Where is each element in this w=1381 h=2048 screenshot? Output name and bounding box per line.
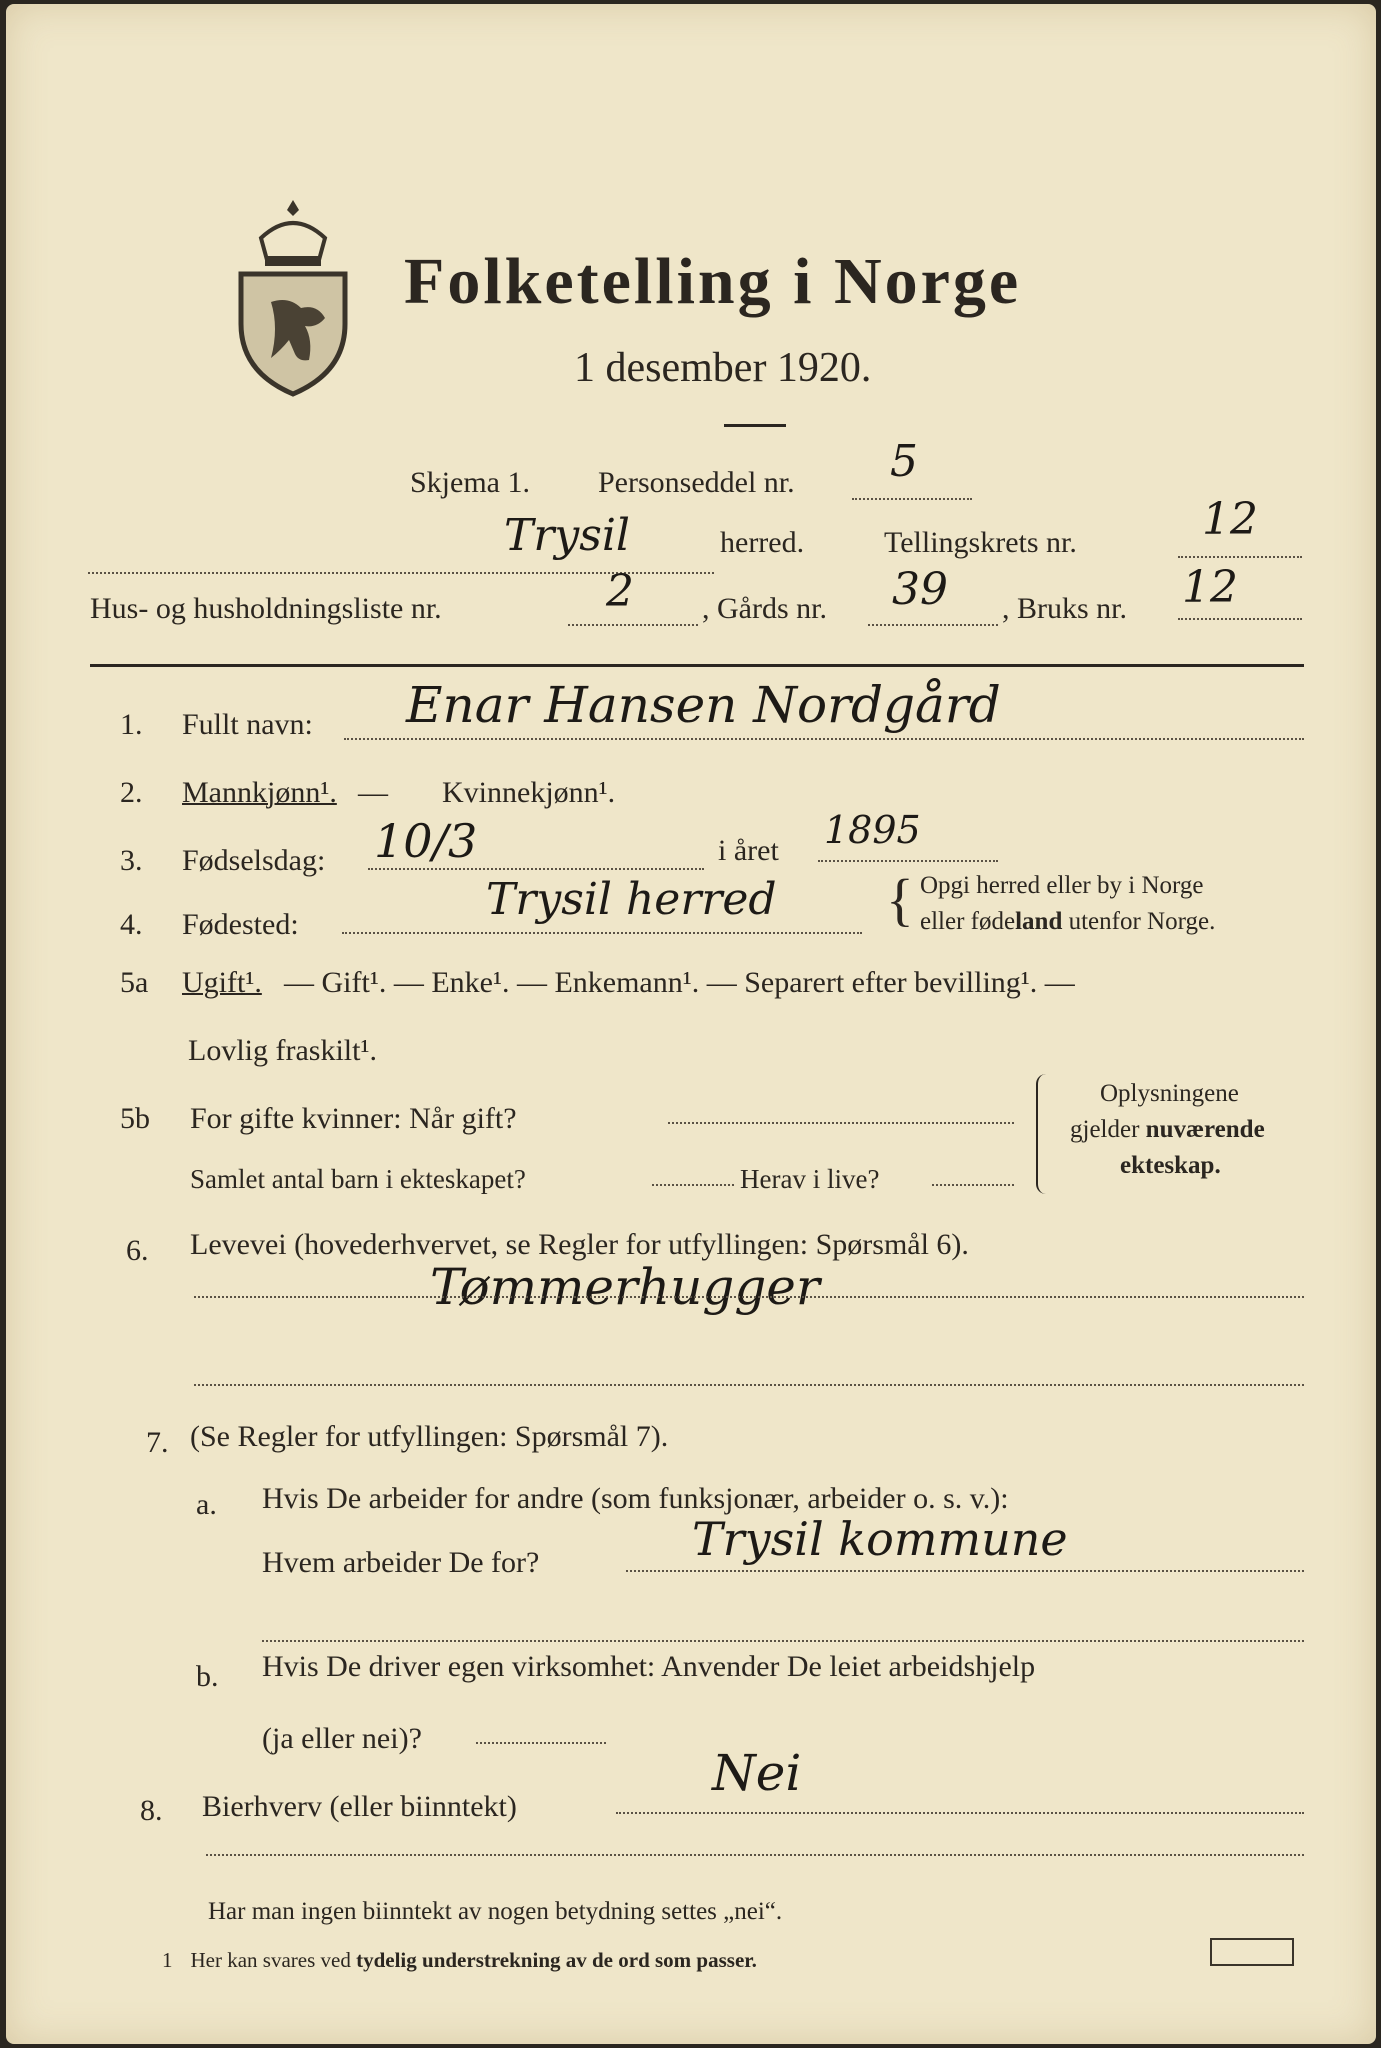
bruks-value[interactable]: 12 (1182, 562, 1238, 613)
q3-number: 3. (120, 844, 143, 877)
husholdningsliste-value[interactable]: 2 (606, 566, 634, 617)
q8-label: Bierhverv (eller biinntekt) (202, 1790, 517, 1823)
q7b-question: (ja eller nei)? (262, 1722, 422, 1755)
civil-status-options[interactable]: — Gift¹. — Enke¹. — Enkemann¹. — Separert efter bevilling¹. — (284, 966, 1075, 999)
q5b-note-part1: gjelder (1070, 1116, 1146, 1143)
q1-label: Fullt navn: (182, 708, 313, 741)
q4-note-part1: eller føde (920, 908, 1016, 935)
bierhverv-value[interactable]: Nei (712, 1744, 802, 1802)
q5b-number: 5b (120, 1102, 150, 1135)
ugift-option[interactable]: Ugift¹. (182, 966, 262, 999)
skjema-label: Skjema 1. (410, 466, 530, 499)
q7b-letter: b. (196, 1660, 219, 1693)
employer-value[interactable]: Trysil kommune (692, 1512, 1068, 1566)
form-title: Folketelling i Norge (404, 245, 1022, 318)
census-form-sheet (6, 4, 1376, 2044)
gards-label: , Gårds nr. (702, 592, 827, 625)
year-label: i året (718, 834, 779, 867)
barn-label: Samlet antal barn i ekteskapet? (190, 1164, 526, 1194)
bruks-label: , Bruks nr. (1002, 592, 1128, 625)
q8-number: 8. (140, 1794, 163, 1827)
q6-number: 6. (126, 1234, 149, 1267)
footnote-emphasis: tydelig understrekning av de ord som passer. (356, 1948, 757, 1972)
q7b-text: Hvis De driver egen virksomhet: Anvender De leiet arbeidshjelp (262, 1650, 1036, 1683)
biinntekt-note: Har man ingen biinntekt av nogen betydning settes „nei“. (208, 1898, 783, 1925)
census-date: 1 desember 1920. (574, 345, 872, 391)
birthplace-value[interactable]: Trysil herred (486, 874, 777, 925)
footnote (162, 1948, 757, 1973)
q3-label: Fødselsdag: (182, 844, 326, 877)
footnote-number: 1 (162, 1948, 173, 1972)
q5b-note-part2: nuværende (1145, 1116, 1265, 1143)
footnote-text: Her kan svares ved (190, 1948, 357, 1972)
personseddel-value[interactable]: 5 (890, 436, 918, 487)
gards-value[interactable]: 39 (892, 564, 948, 615)
herred-value[interactable]: Trysil (504, 510, 630, 561)
q4-brace: { (886, 867, 914, 932)
header-rule (90, 664, 1304, 667)
q5b-note-line1: Oplysningene (1100, 1080, 1239, 1107)
occupation-value[interactable]: Tømmerhugger (430, 1258, 820, 1316)
q5b-note-line3: ekteskap. (1120, 1152, 1221, 1179)
tellingskrets-value[interactable]: 12 (1202, 494, 1258, 545)
personseddel-label: Personseddel nr. (598, 466, 795, 499)
q4-note-line2 (920, 908, 1215, 936)
q4-label: Fødested: (182, 908, 299, 941)
printer-stamp (1210, 1938, 1294, 1966)
q5b-brace-top (1036, 1074, 1046, 1194)
q5a-number: 5a (120, 966, 149, 999)
q7-number: 7. (146, 1426, 169, 1459)
birthdate-value[interactable]: 10/3 (374, 814, 478, 868)
q2-number: 2. (120, 776, 143, 809)
kvinnekjonn-option[interactable]: Kvinnekjønn¹. (442, 776, 616, 809)
q1-number: 1. (120, 708, 143, 741)
title-divider (724, 424, 786, 427)
coat-of-arms-icon (231, 198, 356, 398)
herred-label: herred. (720, 526, 805, 559)
tellingskrets-label: Tellingskrets nr. (884, 526, 1077, 559)
q7a-text: Hvis De arbeider for andre (som funksjonær, arbeider o. s. v.): (262, 1482, 1009, 1515)
birth-year-value[interactable]: 1895 (824, 808, 921, 852)
live-label: Herav i live? (740, 1164, 880, 1194)
q4-note-line1: Opgi herred eller by i Norge (920, 872, 1204, 899)
husholdningsliste-label: Hus- og husholdningsliste nr. (90, 592, 442, 625)
q7a-question: Hvem arbeider De for? (262, 1546, 540, 1579)
q5b-label: For gifte kvinner: Når gift? (190, 1102, 517, 1135)
q7a-letter: a. (196, 1488, 217, 1521)
q4-number: 4. (120, 908, 143, 941)
q4-note-part2: land (1015, 908, 1063, 935)
lovlig-fraskilt-option[interactable]: Lovlig fraskilt¹. (188, 1034, 377, 1067)
q5b-note-line2 (1070, 1116, 1265, 1144)
full-name-value[interactable]: Enar Hansen Nordgård (406, 676, 1001, 734)
q2-separator: — (358, 776, 388, 809)
q6-label: Levevei (hovederhvervet, se Regler for utfyllingen: Spørsmål 6). (190, 1228, 969, 1261)
q4-note-part3: utenfor Norge. (1062, 908, 1216, 935)
mannkjonn-option[interactable]: Mannkjønn¹. (182, 776, 337, 809)
q7-label: (Se Regler for utfyllingen: Spørsmål 7). (190, 1420, 669, 1453)
